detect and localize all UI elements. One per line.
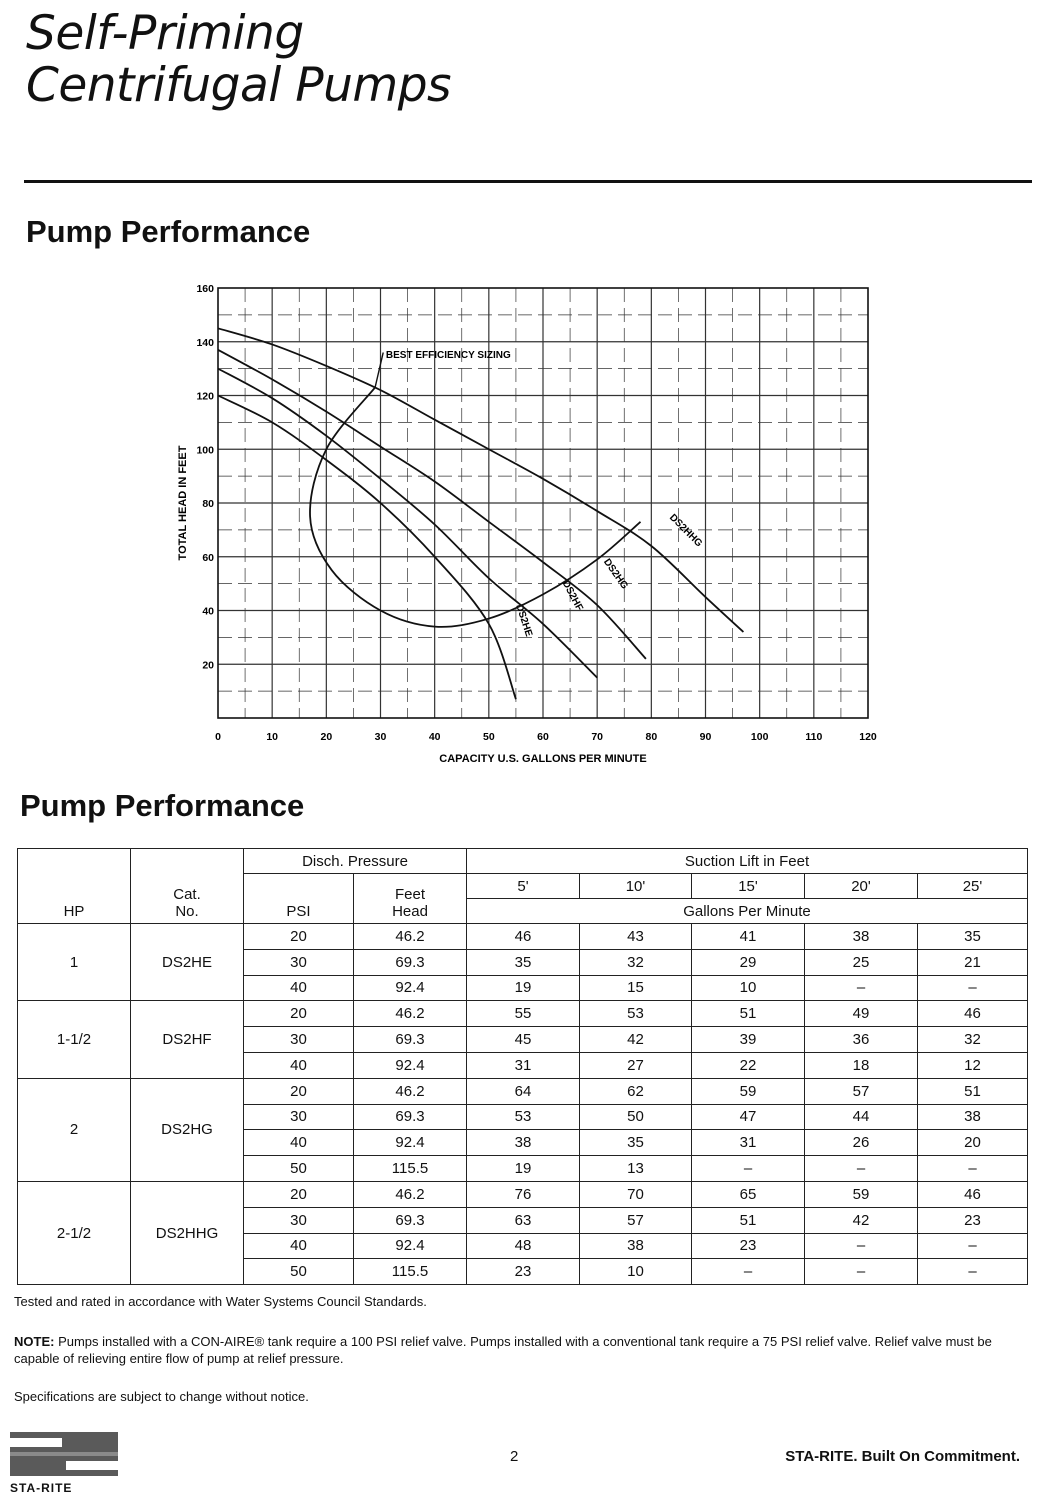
title-rule <box>24 180 1032 183</box>
series-label: DS2HF <box>559 578 585 613</box>
gpm-cell: 55 <box>467 1001 580 1027</box>
header-hp: HP <box>18 849 131 924</box>
gpm-cell: 22 <box>692 1052 805 1078</box>
table-row <box>18 924 1028 950</box>
gpm-cell: 51 <box>692 1207 805 1233</box>
cat-no-cell: DS2HHG <box>131 1181 244 1284</box>
gpm-cell: 59 <box>805 1181 918 1207</box>
psi-cell: 20 <box>244 924 354 950</box>
gpm-cell: – <box>805 1156 918 1182</box>
gpm-cell: 13 <box>580 1156 692 1182</box>
header-disch-pressure: Disch. Pressure <box>244 849 467 874</box>
gpm-cell: 21 <box>918 949 1028 975</box>
psi-cell: 40 <box>244 1052 354 1078</box>
gpm-cell: – <box>918 1259 1028 1285</box>
psi-cell: 30 <box>244 1027 354 1053</box>
gpm-cell: 62 <box>580 1078 692 1104</box>
pump-performance-table <box>17 848 1028 1285</box>
psi-cell: 20 <box>244 1078 354 1104</box>
cat-no-cell: DS2HF <box>131 1001 244 1078</box>
gpm-cell: 35 <box>467 949 580 975</box>
x-tick-label: 0 <box>215 731 221 743</box>
feet-head-cell: 69.3 <box>354 1027 467 1053</box>
gpm-cell: 39 <box>692 1027 805 1053</box>
gpm-cell: 18 <box>805 1052 918 1078</box>
feet-head-cell: 46.2 <box>354 1001 467 1027</box>
gpm-cell: – <box>692 1156 805 1182</box>
y-tick-label: 140 <box>196 336 214 349</box>
series-line-ds2hhg <box>218 328 743 632</box>
header-cat-line1: Cat. <box>173 886 201 903</box>
gpm-cell: 20 <box>918 1130 1028 1156</box>
x-tick-label: 110 <box>805 731 823 743</box>
y-tick-label: 120 <box>196 390 214 403</box>
gpm-cell: 27 <box>580 1052 692 1078</box>
feet-head-cell: 92.4 <box>354 1233 467 1259</box>
sta-rite-logo-mark-icon <box>10 1432 118 1476</box>
x-tick-label: 40 <box>428 731 441 743</box>
feet-head-cell: 69.3 <box>354 949 467 975</box>
gpm-cell: 41 <box>692 924 805 950</box>
table-row <box>18 1181 1028 1207</box>
psi-cell: 30 <box>244 1104 354 1130</box>
title-line-2: Centrifugal Pumps <box>26 58 452 113</box>
gpm-cell: 38 <box>805 924 918 950</box>
gpm-cell: 29 <box>692 949 805 975</box>
gpm-cell: 32 <box>918 1027 1028 1053</box>
gpm-cell: 51 <box>918 1078 1028 1104</box>
gpm-cell: 44 <box>805 1104 918 1130</box>
gpm-cell: 42 <box>805 1207 918 1233</box>
gpm-cell: 35 <box>918 924 1028 950</box>
series-label: DS2HE <box>513 602 535 639</box>
gpm-cell: 65 <box>692 1181 805 1207</box>
psi-cell: 40 <box>244 975 354 1001</box>
gpm-cell: 36 <box>805 1027 918 1053</box>
gpm-cell: 23 <box>467 1259 580 1285</box>
y-tick-label: 20 <box>202 659 214 672</box>
psi-cell: 40 <box>244 1130 354 1156</box>
gpm-cell: – <box>918 1233 1028 1259</box>
x-tick-label: 10 <box>266 731 279 743</box>
gpm-cell: 46 <box>467 924 580 950</box>
gpm-cell: 49 <box>805 1001 918 1027</box>
psi-cell: 30 <box>244 949 354 975</box>
gpm-cell: 63 <box>467 1207 580 1233</box>
gpm-cell: 31 <box>692 1130 805 1156</box>
y-tick-label: 60 <box>202 551 214 564</box>
series-label: DS2HHG <box>666 512 705 550</box>
table-section-title: Pump Performance <box>20 788 305 823</box>
logo-text: STA-RITE <box>10 1481 73 1495</box>
feet-head-cell: 92.4 <box>354 1052 467 1078</box>
feet-head-cell: 92.4 <box>354 975 467 1001</box>
feet-head-cell: 46.2 <box>354 924 467 950</box>
gpm-cell: 35 <box>580 1130 692 1156</box>
annotation-leader <box>375 353 383 388</box>
pump-performance-chart <box>160 270 900 770</box>
x-tick-label: 120 <box>859 731 877 743</box>
gpm-cell: 15 <box>580 975 692 1001</box>
gpm-cell: 32 <box>580 949 692 975</box>
gpm-cell: 19 <box>467 975 580 1001</box>
table-row <box>18 1001 1028 1027</box>
gpm-cell: 26 <box>805 1130 918 1156</box>
gpm-cell: – <box>805 1233 918 1259</box>
relief-valve-note <box>14 1333 1024 1367</box>
gpm-cell: 76 <box>467 1181 580 1207</box>
hp-cell: 2-1/2 <box>18 1181 131 1284</box>
gpm-cell: 53 <box>580 1001 692 1027</box>
feet-head-cell: 46.2 <box>354 1181 467 1207</box>
gpm-cell: 47 <box>692 1104 805 1130</box>
x-axis-label: CAPACITY U.S. GALLONS PER MINUTE <box>439 753 647 765</box>
header-gallons-per-minute: Gallons Per Minute <box>467 899 1028 924</box>
header-feet-head <box>354 874 467 924</box>
feet-head-cell: 92.4 <box>354 1130 467 1156</box>
psi-cell: 50 <box>244 1156 354 1182</box>
y-tick-label: 160 <box>196 283 214 295</box>
header-lift-25: 25' <box>918 874 1028 899</box>
annotation-best-efficiency: BEST EFFICIENCY SIZING <box>385 349 511 361</box>
gpm-cell: 48 <box>467 1233 580 1259</box>
cat-no-cell: DS2HE <box>131 924 244 1001</box>
header-cat-line2: No. <box>175 903 199 920</box>
x-tick-label: 30 <box>374 731 387 743</box>
psi-cell: 20 <box>244 1181 354 1207</box>
gpm-cell: 38 <box>918 1104 1028 1130</box>
table-row <box>18 1078 1028 1104</box>
gpm-cell: 46 <box>918 1181 1028 1207</box>
page-number: 2 <box>510 1448 519 1465</box>
gpm-cell: – <box>805 975 918 1001</box>
gpm-cell: 57 <box>580 1207 692 1233</box>
x-tick-label: 60 <box>537 731 549 743</box>
header-feet-line2: Head <box>392 903 428 920</box>
gpm-cell: 23 <box>692 1233 805 1259</box>
document-title <box>26 8 451 112</box>
gpm-cell: – <box>692 1259 805 1285</box>
y-tick-label: 80 <box>202 498 214 510</box>
y-tick-label: 100 <box>196 444 214 457</box>
gpm-cell: 64 <box>467 1078 580 1104</box>
gpm-cell: 51 <box>692 1001 805 1027</box>
gpm-cell: 53 <box>467 1104 580 1130</box>
series-line-ds2he <box>218 396 516 700</box>
header-lift-10: 10' <box>580 874 692 899</box>
gpm-cell: 23 <box>918 1207 1028 1233</box>
chart-section-title: Pump Performance <box>26 214 311 249</box>
feet-head-cell: 115.5 <box>354 1156 467 1182</box>
gpm-cell: 42 <box>580 1027 692 1053</box>
psi-cell: 20 <box>244 1001 354 1027</box>
sta-rite-logo <box>10 1432 122 1495</box>
x-tick-label: 90 <box>699 731 712 743</box>
specifications-note: Specifications are subject to change without notice. <box>14 1389 309 1404</box>
tested-note: Tested and rated in accordance with Water Systems Council Standards. <box>14 1294 427 1309</box>
x-tick-label: 70 <box>591 731 604 743</box>
series-line-ds2hg <box>218 350 646 659</box>
gpm-cell: 19 <box>467 1156 580 1182</box>
x-tick-label: 50 <box>482 731 495 743</box>
gpm-cell: 50 <box>580 1104 692 1130</box>
note-text: Pumps installed with a CON-AIRE® tank require a 100 PSI relief valve. Pumps installed with a conventional tank require a 75 PSI relief valve. Relief valve must be capable of relieving entire flow of pump at relief pressure. <box>14 1334 992 1366</box>
feet-head-cell: 115.5 <box>354 1259 467 1285</box>
header-psi: PSI <box>244 874 354 924</box>
header-lift-20: 20' <box>805 874 918 899</box>
gpm-cell: 57 <box>805 1078 918 1104</box>
header-cat-no <box>131 849 244 924</box>
gpm-cell: 43 <box>580 924 692 950</box>
psi-cell: 40 <box>244 1233 354 1259</box>
feet-head-cell: 46.2 <box>354 1078 467 1104</box>
hp-cell: 1 <box>18 924 131 1001</box>
gpm-cell: 10 <box>580 1259 692 1285</box>
header-feet-line1: Feet <box>394 886 425 903</box>
x-tick-label: 100 <box>750 731 769 743</box>
title-line-1: Self-Priming <box>26 6 304 61</box>
gpm-cell: 25 <box>805 949 918 975</box>
header-suction-lift: Suction Lift in Feet <box>467 849 1028 874</box>
header-lift-5: 5' <box>467 874 580 899</box>
gpm-cell: 12 <box>918 1052 1028 1078</box>
series-label: DS2HG <box>601 556 630 592</box>
gpm-cell: 45 <box>467 1027 580 1053</box>
feet-head-cell: 69.3 <box>354 1207 467 1233</box>
cat-no-cell: DS2HG <box>131 1078 244 1181</box>
header-lift-15: 15' <box>692 874 805 899</box>
table-body <box>18 924 1028 1285</box>
psi-cell: 50 <box>244 1259 354 1285</box>
psi-cell: 30 <box>244 1207 354 1233</box>
gpm-cell: 31 <box>467 1052 580 1078</box>
gpm-cell: 10 <box>692 975 805 1001</box>
gpm-cell: 38 <box>467 1130 580 1156</box>
gpm-cell: 38 <box>580 1233 692 1259</box>
gpm-cell: 46 <box>918 1001 1028 1027</box>
y-tick-label: 40 <box>202 605 214 618</box>
hp-cell: 1-1/2 <box>18 1001 131 1078</box>
footer-tagline: STA-RITE. Built On Commitment. <box>785 1448 1020 1465</box>
gpm-cell: – <box>918 975 1028 1001</box>
gpm-cell: 70 <box>580 1181 692 1207</box>
feet-head-cell: 69.3 <box>354 1104 467 1130</box>
x-tick-label: 20 <box>320 731 333 743</box>
y-axis-label: TOTAL HEAD IN FEET <box>177 445 189 561</box>
gpm-cell: – <box>805 1259 918 1285</box>
gpm-cell: – <box>918 1156 1028 1182</box>
hp-cell: 2 <box>18 1078 131 1181</box>
note-label: NOTE: <box>14 1334 55 1349</box>
gpm-cell: 59 <box>692 1078 805 1104</box>
x-tick-label: 80 <box>645 731 658 743</box>
